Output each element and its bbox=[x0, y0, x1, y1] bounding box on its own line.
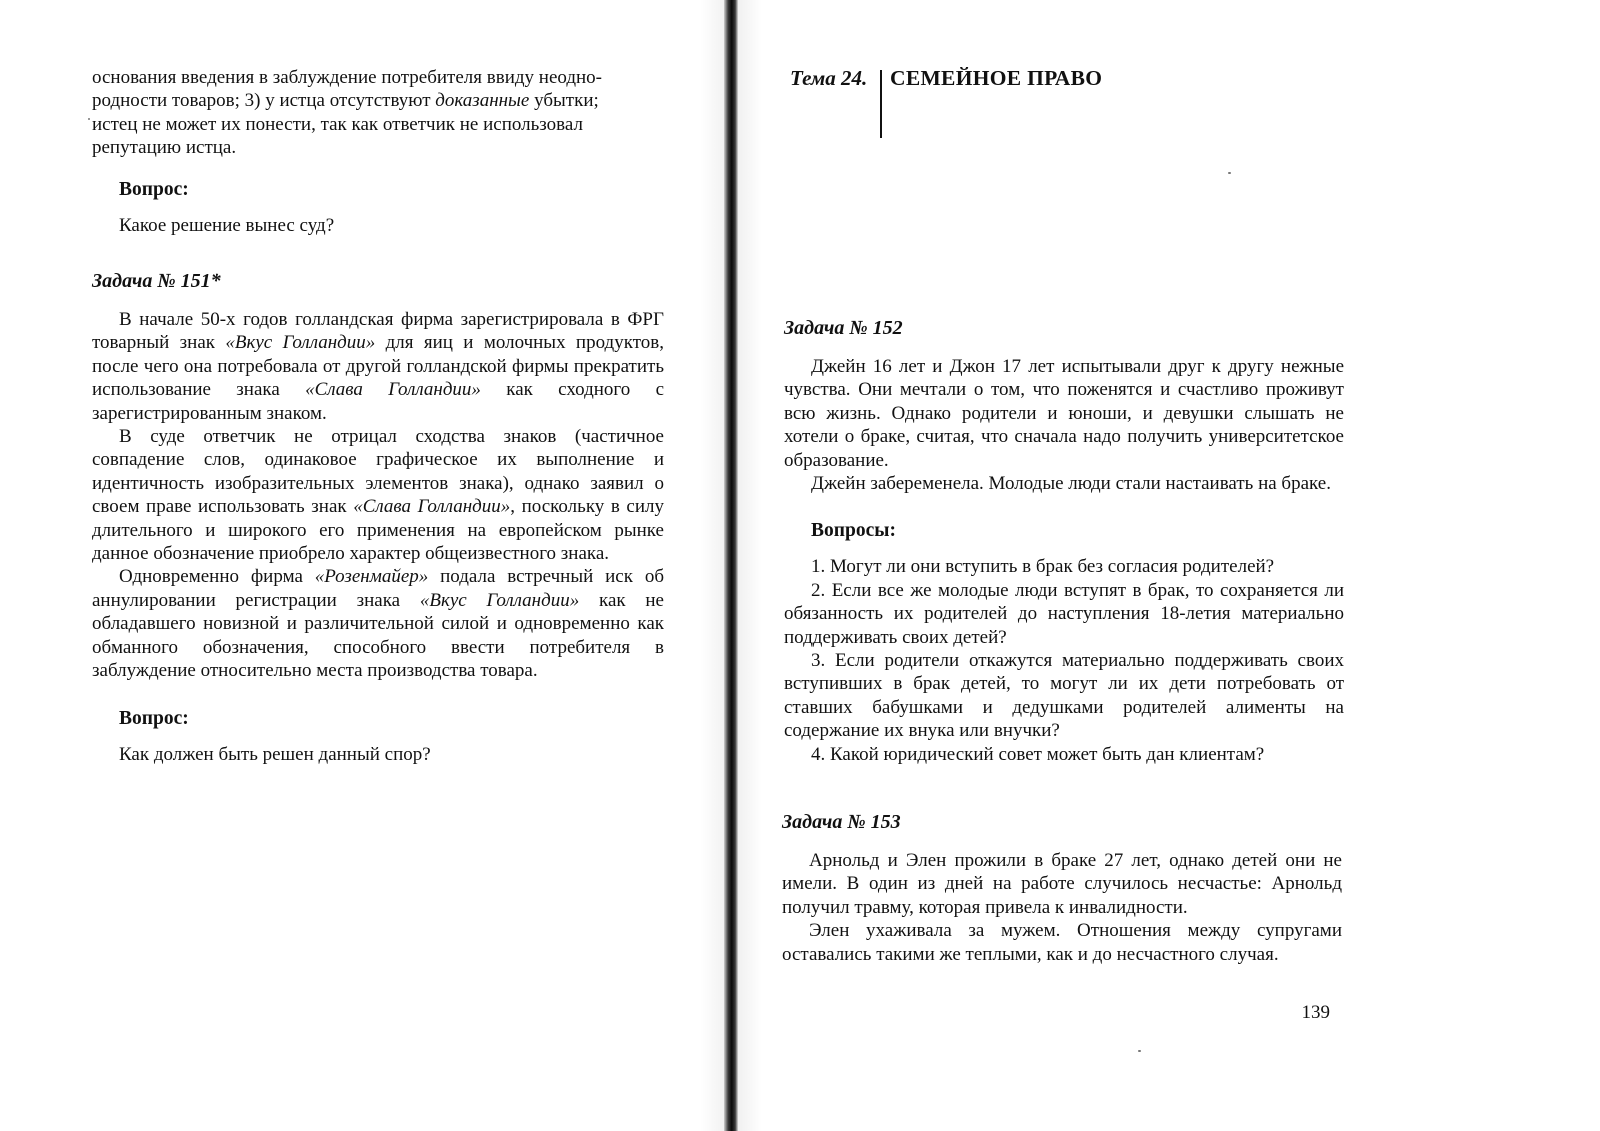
question-text: Какое решение вынес суд? bbox=[119, 215, 335, 236]
scan-speck bbox=[1138, 1050, 1141, 1052]
task-151 bbox=[92, 269, 664, 766]
scan-speck bbox=[1228, 172, 1231, 174]
gutter-shadow-left bbox=[700, 0, 724, 1131]
question-heading: Вопрос: bbox=[119, 179, 189, 200]
task-152-paragraph-2: Джейн забеременела. Молодые люди стали настаивать на браке. bbox=[811, 473, 1331, 495]
questions-list bbox=[784, 555, 1344, 766]
task-151-paragraph-3: Одновременно фирма «Розенмайер» подала встречный иск об аннулировании регистрации знака «Вкус Голландии» как не обладавшего новизной и различительной силой и одновременно как обманного обозначения, способного ввести потребителя в заблуждение относительно места производства товара. bbox=[92, 566, 664, 682]
gutter-shadow-right bbox=[738, 0, 762, 1131]
question-block-2 bbox=[92, 707, 664, 766]
question-heading: Вопрос: bbox=[119, 707, 189, 729]
task-151-paragraph-2: В суде ответчик не отрицал сходства знаков (частичное совпадение слов, одинаковое графическое их выполнение и идентичность изобразительных элементов знака), однако заявил о своем праве использовать знак «Слава Голландии», поскольку в силу длительного и широкого его применения на европейском рынке данное обозначение приобрело характер общеизвестного знака. bbox=[92, 426, 664, 565]
continuation-text: основания введения в заблуждение потребителя ввиду неодно- родности товаров; 3) у истца отсутствуют доказанные убытки; истец не может их понести, так как ответчик не использовал репутацию истца. bbox=[92, 67, 602, 159]
topic-label: Тема 24. bbox=[790, 66, 868, 90]
question-block-1 bbox=[92, 178, 664, 237]
task-heading: Задача № 151* bbox=[92, 270, 221, 292]
task-153 bbox=[782, 810, 1342, 966]
task-152 bbox=[784, 316, 1344, 766]
question-text: Как должен быть решен данный спор? bbox=[119, 743, 431, 765]
page-number: 139 bbox=[1301, 1002, 1330, 1023]
list-item: 4. Какой юридический совет может быть дан клиентам? bbox=[811, 743, 1265, 765]
task-heading: Задача № 153 bbox=[782, 811, 901, 833]
task-151-paragraph-1: В начале 50-х годов голландская фирма зарегистрировала в ФРГ товарный знак «Вкус Голландии» для яиц и молочных продуктов, после чего она потребовала от другой голландской фирмы прекратить использование знака «Слава Голландии» как сходного с зарегистрированным знаком. bbox=[92, 309, 665, 424]
task-153-paragraph-2: Элен ухаживала за мужем. Отношения между супругами оставались такими же теплыми, как и до несчастного случая. bbox=[782, 920, 1342, 965]
list-item: 3. Если родители откажутся материально поддерживать своих вступивших в брак детей, то могут ли их дети потребовать от ставших бабушками и дедушками родителей алименты на содержание их внука или внучки? bbox=[784, 650, 1344, 742]
scan-speck bbox=[88, 118, 90, 120]
task-152-paragraph-1: Джейн 16 лет и Джон 17 лет испытывали друг к другу нежные чувства. Они мечтали о том, что поженятся и счастливо проживут всю жизнь. Однако родители и юноши, и девушки слышать не хотели о браке, считая, что сначала надо получить университетское образование. bbox=[784, 356, 1344, 471]
task-153-paragraph-1: Арнольд и Элен прожили в браке 27 лет, однако детей они не имели. В один из дней на работе случилось несчастье: Арнольд получил травму, которая привела к инвалидности. bbox=[782, 850, 1342, 918]
book-gutter bbox=[724, 0, 738, 1131]
topic-divider bbox=[880, 70, 882, 138]
task-heading: Задача № 152 bbox=[784, 317, 903, 339]
questions-heading: Вопросы: bbox=[811, 520, 896, 542]
topic-title: СЕМЕЙНОЕ ПРАВО bbox=[890, 66, 1103, 90]
list-item: 1. Могут ли они вступить в брак без согласия родителей? bbox=[811, 556, 1275, 578]
list-item: 2. Если все же молодые люди вступят в брак, то сохраняется ли обязанность их родителей до наступления 18-летия материально поддерживать своих детей? bbox=[784, 579, 1344, 648]
